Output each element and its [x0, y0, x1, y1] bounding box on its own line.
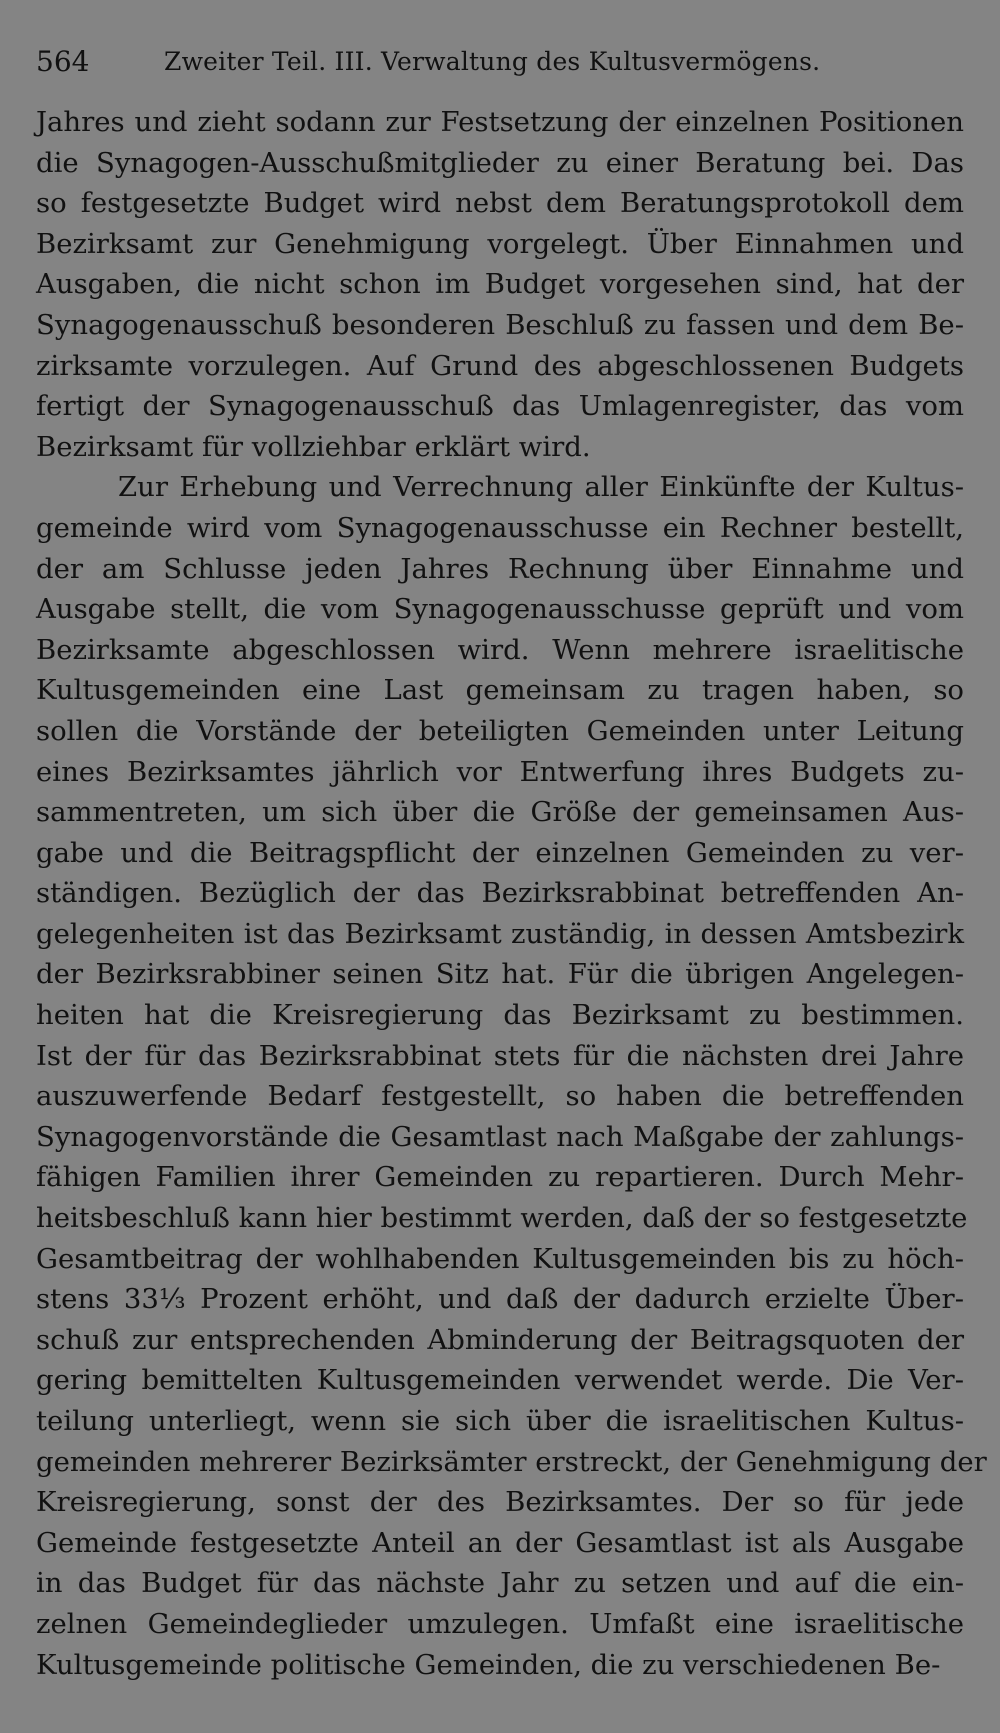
- text-line: zirksamte vorzulegen. Auf Grund des abgeschlossenen Budgets: [36, 349, 964, 382]
- text-line: auszuwerfende Bedarf festgestellt, so haben die betreffenden: [36, 1080, 964, 1113]
- text-line: so festgesetzte Budget wird nebst dem Beratungsprotokoll dem: [36, 187, 964, 220]
- text-line: Bezirksamt für vollziehbar erklärt wird.: [36, 430, 591, 463]
- running-head: [36, 42, 964, 82]
- text-line: ständigen. Bezüglich der das Bezirksrabbinat betreffenden An-: [36, 877, 964, 910]
- text-line: Bezirksamte abgeschlossen wird. Wenn mehrere israelitische: [36, 633, 964, 666]
- text-line: teilung unterliegt, wenn sie sich über die israelitischen Kultus-: [36, 1405, 964, 1437]
- text-line: fähigen Familien ihrer Gemeinden zu repartieren. Durch Mehr-: [36, 1161, 964, 1194]
- text-line: Kultusgemeinde politische Gemeinden, die zu verschiedenen Be-: [36, 1648, 941, 1681]
- text-line: Kultusgemeinden eine Last gemeinsam zu tragen haben, so: [36, 674, 964, 707]
- text-line: heiten hat die Kreisregierung das Bezirksamt zu bestimmen.: [36, 999, 964, 1032]
- text-line: Synagogenvorstände die Gesamtlast nach Maßgabe der zahlungs-: [36, 1120, 964, 1153]
- text-line: zelnen Gemeindeglieder umzulegen. Umfaßt eine israelitische: [36, 1607, 964, 1640]
- text-line: sollen die Vorstände der beteiligten Gemeinden unter Leitung: [36, 714, 964, 747]
- text-line: gabe und die Beitragspflicht der einzelnen Gemeinden zu ver-: [36, 836, 964, 869]
- text-line: heitsbeschluß kann hier bestimmt werden, daß der so festgesetzte: [36, 1202, 968, 1235]
- page-number: 564: [36, 45, 90, 78]
- text-line: Kreisregierung, sonst der des Bezirksamtes. Der so für jede: [36, 1486, 964, 1519]
- text-line: in das Budget für das nächste Jahr zu setzen und auf die ein-: [36, 1567, 964, 1600]
- paragraph-2: [36, 467, 987, 1685]
- text-line: die Synagogen-Ausschußmitglieder zu einer Beratung bei. Das: [36, 146, 964, 179]
- text-line: Gemeinde festgesetzte Anteil an der Gesamtlast ist als Ausgabe: [36, 1526, 964, 1559]
- text-line: gering bemittelten Kultusgemeinden verwendet werde. Die Ver-: [36, 1364, 964, 1397]
- text-line: Synagogenausschuß besonderen Beschluß zu fassen und dem Be-: [36, 308, 964, 341]
- text-line: der Bezirksrabbiner seinen Sitz hat. Für die übrigen Angelegen-: [36, 958, 964, 991]
- text-line: stens 33⅓ Prozent erhöht, und daß der dadurch erzielte Über-: [36, 1283, 964, 1316]
- text-line: Gesamtbeitrag der wohlhabenden Kultusgemeinden bis zu höch-: [36, 1242, 964, 1275]
- text-line: gemeinden mehrerer Bezirksämter erstreckt, der Genehmigung der: [36, 1445, 987, 1478]
- text-line: Ausgabe stellt, die vom Synagogenausschusse geprüft und vom: [36, 593, 964, 626]
- text-line: gelegenheiten ist das Bezirksamt zuständig, in dessen Amtsbezirk: [36, 917, 964, 950]
- text-line: Bezirksamt zur Genehmigung vorgelegt. Über Einnahmen und: [36, 227, 964, 260]
- text-line: fertigt der Synagogenausschuß das Umlagenregister, das vom: [36, 390, 964, 423]
- text-line: Ausgaben, die nicht schon im Budget vorgesehen sind, hat der: [36, 268, 964, 301]
- text-line: sammentreten, um sich über die Größe der gemeinsamen Aus-: [36, 796, 964, 829]
- text-line: schuß zur entsprechenden Abminderung der Beitragsquoten der: [36, 1323, 964, 1356]
- text-line: Ist der für das Bezirksrabbinat stets für die nächsten drei Jahre: [36, 1039, 964, 1072]
- text-line: der am Schlusse jeden Jahres Rechnung über Einnahme und: [36, 552, 964, 585]
- text-line: Jahres und zieht sodann zur Festsetzung der einzelnen Positionen: [36, 106, 964, 138]
- text-line: gemeinde wird vom Synagogenausschusse ein Rechner bestellt,: [36, 511, 964, 544]
- text-line: Zur Erhebung und Verrechnung aller Einkünfte der Kultus-: [118, 471, 964, 504]
- body-text: [36, 102, 987, 1685]
- running-title: Zweiter Teil. III. Verwaltung des Kultusvermögens.: [164, 47, 821, 76]
- paragraph-1: [36, 102, 964, 467]
- text-line: eines Bezirksamtes jährlich vor Entwerfung ihres Budgets zu-: [36, 755, 964, 788]
